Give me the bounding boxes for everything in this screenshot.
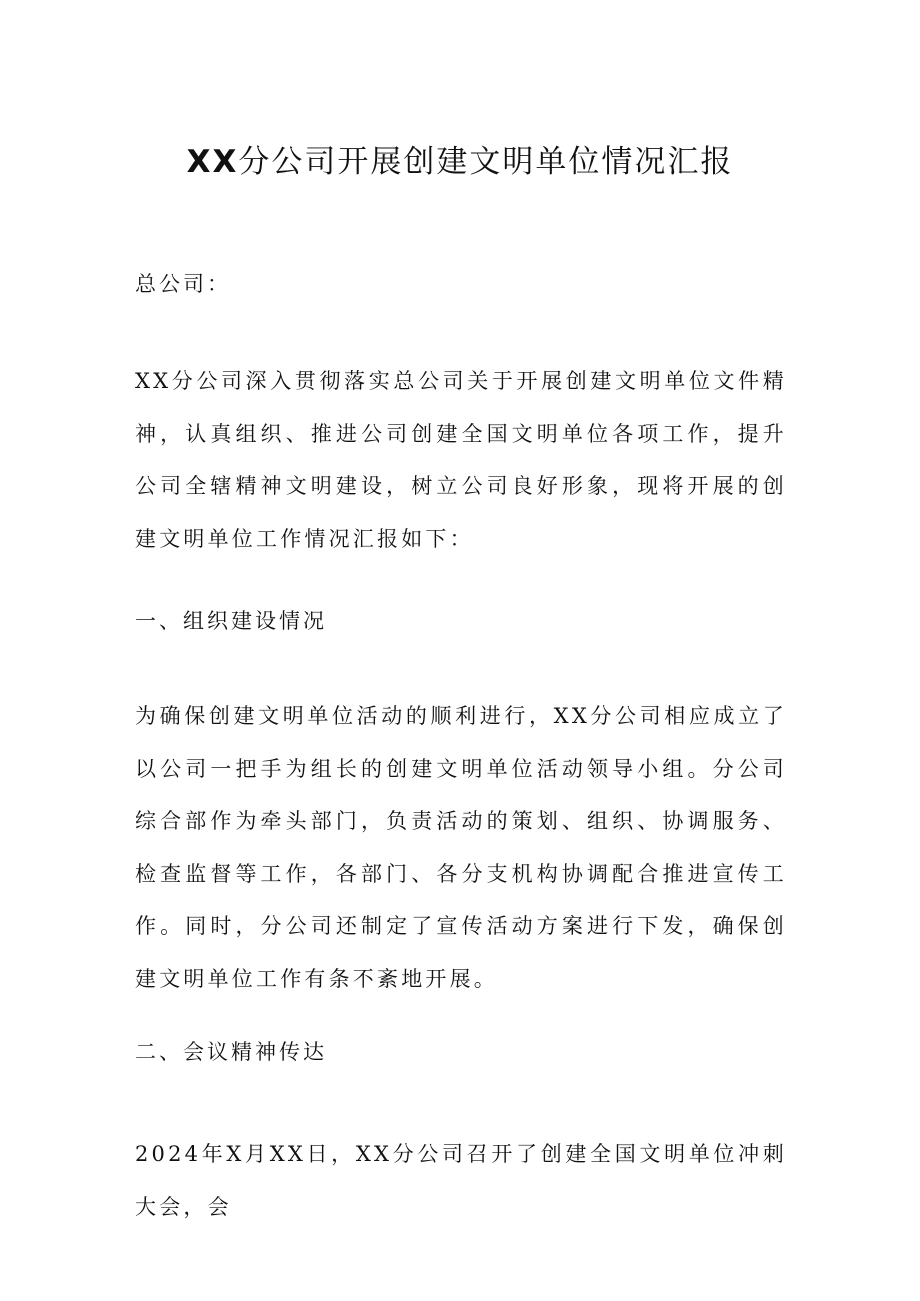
document-title <box>0 140 920 184</box>
section-heading-meeting: 二、会议精神传达 <box>135 1040 327 1064</box>
section-body-meeting: 2024年X月XX日，XX分公司召开了创建全国文明单位冲刺大会，会 <box>135 1142 787 1219</box>
document-title-prefix: XX <box>186 144 239 180</box>
section-heading-organization: 一、组织建设情况 <box>135 609 327 633</box>
document-title-text: 分公司开展创建文明单位情况汇报 <box>238 144 734 180</box>
intro-paragraph: XX分公司深入贯彻落实总公司关于开展创建文明单位文件精神，认真组织、推进公司创建全国文明单位各项工作，提升公司全辖精神文明建设，树立公司良好形象，现将开展的创建文明单位工作情况汇报如下： <box>135 369 787 551</box>
section-body-organization: 为确保创建文明单位活动的顺利进行，XX分公司相应成立了以公司一把手为组长的创建文明单位活动领导小组。分公司综合部作为牵头部门，负责活动的策划、组织、协调服务、检查监督等工作，各部门、各分支机构协调配合推进宣传工作。同时，分公司还制定了宣传活动方案进行下发，确保创建文明单位工作有条不紊地开展。 <box>135 704 787 991</box>
salutation: 总公司： <box>135 272 231 296</box>
